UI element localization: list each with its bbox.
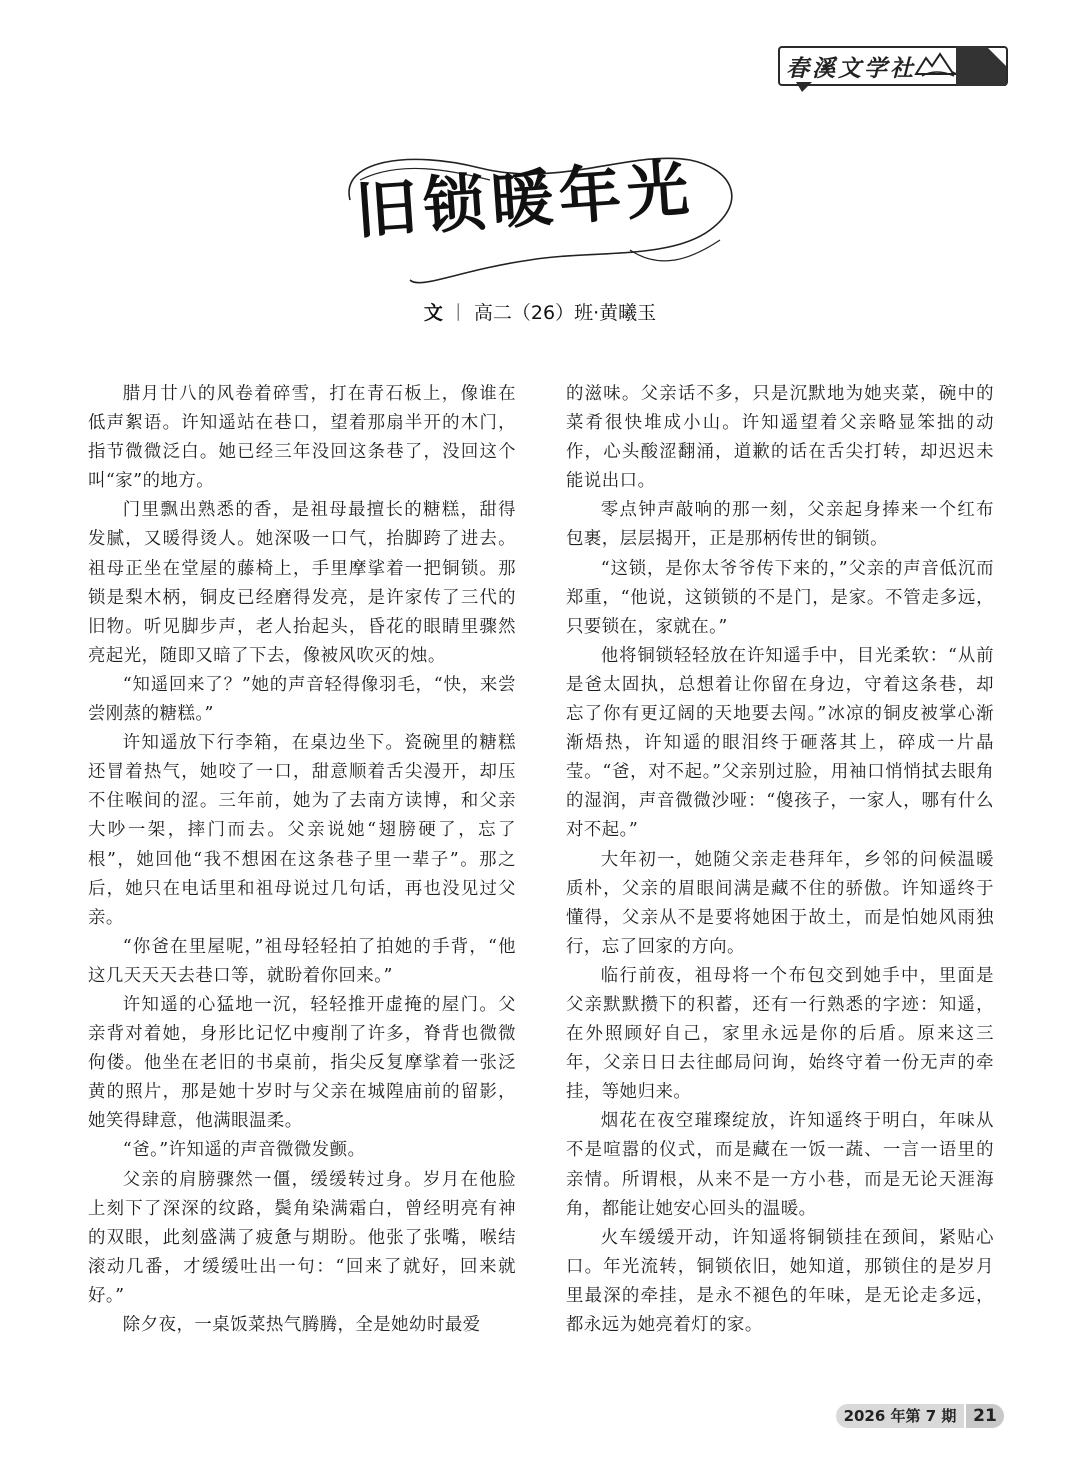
paragraph: “这锁，是你太爷爷传下来的，”父亲的声音低沉而郑重，“他说，这锁锁的不是门，是家。不管走多远，只要锁在，家就在。” <box>566 558 994 637</box>
paragraph: “你爸在里屋呢，”祖母轻轻拍了拍她的手背，“他这几天天天去巷口等，就盼着你回来。” <box>88 936 516 986</box>
page-footer <box>836 1404 1006 1430</box>
paragraph: 腊月廿八的风卷着碎雪，打在青石板上，像谁在低声絮语。许知遥站在巷口，望着那扇半开的木门，指节微微泛白。她已经三年没回这条巷了，没回这个叫“家”的地方。 <box>88 384 516 492</box>
mountain-icon <box>914 50 958 78</box>
byline-author: 高二（26）班·黄曦玉 <box>473 302 657 324</box>
column-masthead <box>778 46 1006 88</box>
paragraph: 许知遥的心猛地一沉，轻轻推开虚掩的屋门。父亲背对着她，身形比记忆中瘦削了许多，脊背也微微佝偻。他坐在老旧的书桌前，指尖反复摩挲着一张泛黄的照片，那是她十岁时与父亲在城隍庙前的留影，她笑得肆意，他满眼温柔。 <box>88 994 516 1132</box>
byline <box>0 298 1080 325</box>
paragraph: 烟花在夜空璀璨绽放，许知遥终于明白，年味从不是喧嚣的仪式，而是藏在一饭一蔬、一言一语里的亲情。所谓根，从来不是一方小巷，而是无论天涯海角，都能让她安心回头的温暖。 <box>566 1111 994 1219</box>
body-column-right <box>566 380 994 1340</box>
paragraph: 火车缓缓开动，许知遥将铜锁挂在颈间，紧贴心口。年光流转，铜锁依旧，她知道，那锁住的是岁月里最深的牵挂，是永不褪色的年味，是无论走多远，都永远为她亮着灯的家。 <box>566 1227 994 1335</box>
article-title: 旧锁暖年光 <box>352 151 698 248</box>
paragraph: 零点钟声敲响的那一刻，父亲起身捧来一个红布包裹，层层揭开，正是那柄传世的铜锁。 <box>566 500 994 550</box>
paragraph: 他将铜锁轻轻放在许知遥手中，目光柔软：“从前是爸太固执，总想着让你留在身边，守着这条巷，却忘了你有更辽阔的天地要去闯。”冰凉的铜皮被掌心渐渐焐热，许知遥的眼泪终于砸落其上，碎成一片晶莹。“爸，对不起。”父亲别过脸，用袖口悄悄拭去眼角的湿润，声音微微沙哑：“傻孩子，一家人，哪有什么对不起。” <box>566 645 994 841</box>
paragraph: “知遥回来了？”她的声音轻得像羽毛，“快，来尝尝刚蒸的糖糕。” <box>88 674 516 725</box>
paragraph: 父亲的肩膀骤然一僵，缓缓转过身。岁月在他脸上刻下了深深的纹路，鬓角染满霜白，曾经明亮有神的双眼，此刻盛满了疲惫与期盼。他张了张嘴，喉结滚动几番，才缓缓吐出一句：“回来了就好，回来就好。” <box>88 1169 516 1306</box>
body-column-left <box>88 380 516 1340</box>
paragraph: 许知遥放下行李箱，在桌边坐下。瓷碗里的糖糕还冒着热气，她咬了一口，甜意顺着舌尖漫开，却压不住喉间的涩。三年前，她为了去南方读博，和父亲大吵一架，摔门而去。父亲说她“翅膀硬了，忘了根”，她回他“我不想困在这条巷子里一辈子”。那之后，她只在电话里和祖母说过几句话，再也没见过父亲。 <box>88 733 516 928</box>
paragraph: 大年初一，她随父亲走巷拜年，乡邻的问候温暖质朴，父亲的眉眼间满是藏不住的骄傲。许知遥终于懂得，父亲从不是要将她困于故土，而是怕她风雨独行，忘了回家的方向。 <box>566 849 994 957</box>
paragraph: 门里飘出熟悉的香，是祖母最擅长的糖糕，甜得发腻，又暖得烫人。她深吸一口气，抬脚跨了进去。祖母正坐在堂屋的藤椅上，手里摩挲着一把铜锁。那锁是梨木柄，铜皮已经磨得发亮，是许家传了三代的旧物。听见脚步声，老人抬起头，昏花的眼睛里骤然亮起光，随即又暗了下去，像被风吹灭的烛。 <box>88 500 516 666</box>
byline-prefix: 文 <box>423 302 443 324</box>
page-number: 21 <box>966 1404 1004 1428</box>
masthead-speech-tail <box>796 82 812 92</box>
paragraph: 临行前夜，祖母将一个布包交到她手中，里面是父亲默默攒下的积蓄，还有一行熟悉的字迹：知遥，在外照顾好自己，家里永远是你的后盾。原来这三年，父亲日日去往邮局问询，始终守着一份无声的牵挂，等她归来。 <box>566 965 994 1103</box>
paragraph-continued: 的滋味。父亲话不多，只是沉默地为她夹菜，碗中的菜肴很快堆成小山。许知遥望着父亲略显笨拙的动作，心头酸涩翻涌，道歉的话在舌尖打转，却迟迟未能说出口。 <box>566 384 994 492</box>
issue-label: 2026 年第 7 期 <box>836 1404 964 1428</box>
masthead-label: 春溪文学社 <box>786 55 916 82</box>
paragraph: “爸。”许知遥的声音微微发颤。 <box>122 1140 366 1161</box>
paragraph: 除夕夜，一桌饭菜热气腾腾，全是她幼时最爱 <box>122 1315 481 1335</box>
byline-separator: 丨 <box>448 302 468 324</box>
